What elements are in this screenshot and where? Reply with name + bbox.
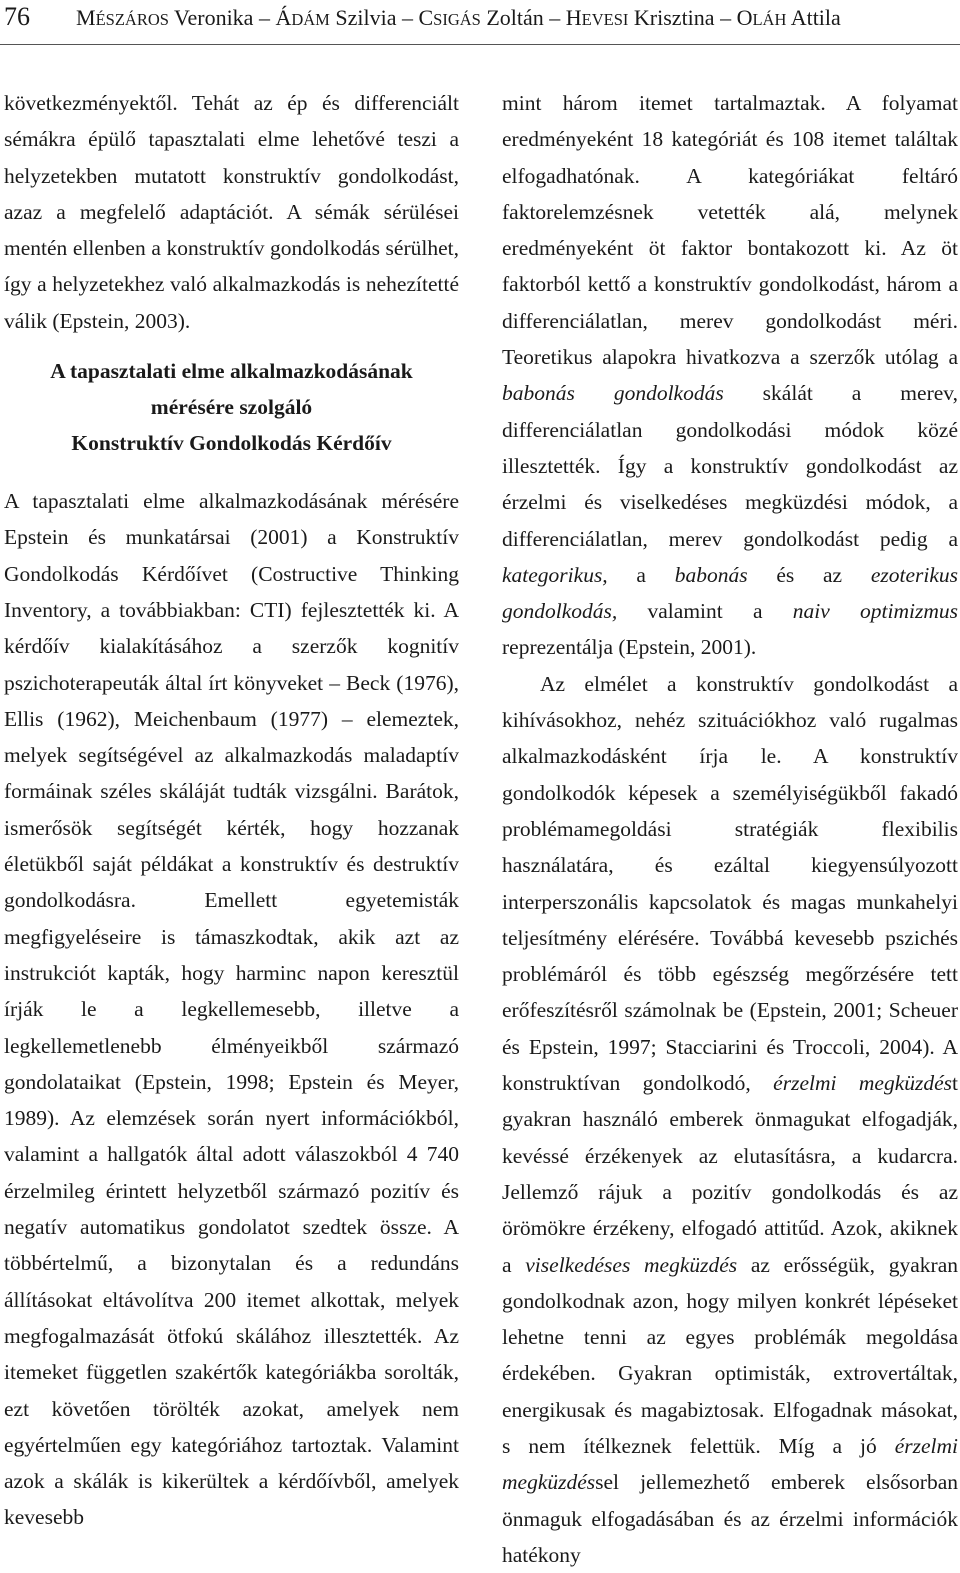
author-name: HEVESI Krisztina [565, 5, 715, 30]
author-name: ÁDÁM Szilvia [275, 5, 397, 30]
page-number: 76 [4, 2, 30, 31]
author-name: CSIGÁS Zoltán [418, 5, 544, 30]
running-header [4, 2, 956, 36]
paragraph: A tapasztalati elme alkalmazkodásának mérésére Epstein és munkatársai (2001) a Konstruktív Gondolkodás Kérdőívet (Costructive Thinking Inventory, a továbbiakban: CTI) fejlesztették ki. A kérdőív kialakításához a szerzők kognitív pszichoterapeuták által írt könyveket – Beck (1976), Ellis (1962), Meichenbaum (1977) – elemeztek, melyek segítségével az alkalmazkodás maladaptív formáinak széles skáláját tudták vizsgálni. Barátok, ismerősök segítségét kérték, hogy hozzanak életükből saját példákat a konstruktív és destruktív gondolkodásra. Emellett egyetemisták megfigyeléseire is támaszkodtak, akik azt az instrukciót kapták, hogy harminc napon keresztül írják le a legkellemesebb, illetve a legkellemetlenebb élményeikből származó gondolataikat (Epstein, 1998; Epstein és Meyer, 1989). Az elemzések során nyert információkból, valamint a hallgatók által adott válaszokból 4 740 érzelmileg érintett helyzetből származó pozitív és negatív automatikus gondolatot szedtek össze. A többértelmű, a bizonytalan és a redundáns állításokat eltávolítva 200 itemet alkottak, melyek megfogalmazását ötfokú skálához illesztették. Az itemeket független szakértők kategóriákba sorolták, ezt követően törölték azokat, amelyek nem egyértelműen egy kategóriához tartoztak. Valamint azok a skálák is kikerültek a kérdőívből, amelyek kevesebb [4, 489, 459, 1530]
author-line: MÉSZÁROS Veronika – ÁDÁM Szilvia – CSIGÁS Zoltán – HEVESI Krisztina – OLÁH Attila [76, 5, 841, 30]
right-column [502, 85, 958, 1573]
header-rule [0, 44, 960, 45]
section-heading: A tapasztalati elme alkalmazkodásának mérésére szolgáló Konstruktív Gondolkodás Kérdőív [50, 359, 413, 456]
paragraph: Az elmélet a konstruktív gondolkodást a kihívásokhoz, nehéz szituációkhoz való rugalmas alkalmazkodásként írja le. A konstruktív gondolkodók képesek a személyiségükből fakadó problémamegoldási stratégiák flexibilis használatára, és ezáltal kiegyensúlyozott interperszonális kapcsolatok és magas munkahelyi teljesítmény elérésére. Továbbá kevesebb pszichés problémáról és több egészség megőrzésére tett erőfeszítésről számolnak be (Epstein, 2001; Scheuer és Epstein, 1997; Stacciarini és Troccoli, 2004). A konstruktívan gondolkodó, érzelmi megküzdést gyakran használó emberek önmagukat elfogadják, kevéssé érzékenyek az elutasításra, a kudarcra. Jellemző rájuk a pozitív gondolkodás és az örömökre érzékeny, elfogadó attitűd. Azok, akiknek a viselkedéses megküzdés az erősségük, gyakran gondolkodnak azon, hogy milyen konkrét lépéseket lehetne tenni az egyes problémák megoldása érdekében. Gyakran optimisták, extrovertáltak, energikusak és magabiztosak. Elfogadnak másokat, s nem ítélkeznek felettük. Míg a jó érzelmi megküzdéssel jellemezhető emberek elsősorban önmaguk elfogadásában és az érzelmi információk hatékony [502, 671, 958, 1567]
paragraph: következményektől. Tehát az ép és differenciált sémákra épülő tapasztalati elme lehetővé teszi a helyzetekben mutatott konstruktív gondolkodást, azaz a megfelelő adaptációt. A sémák sérülései mentén ellenben a konstruktív gondolkodás sérülhet, így a helyzetekhez való alkalmazkodás is nehezítetté válik (Epstein, 2003). [4, 91, 459, 333]
left-column [4, 85, 459, 1536]
author-name: MÉSZÁROS Veronika [76, 5, 254, 30]
author-name: OLÁH Attila [736, 5, 841, 30]
paragraph: mint három itemet tartalmaztak. A folyamat eredményeként 18 kategóriát és 108 itemet találtak elfogadhatónak. A kategóriákat feltáró faktorelemzésnek vetették alá, melynek eredményeként öt faktor bontakozott ki. Az öt faktorból kettő a konstruktív gondolkodást, három a differenciálatlan, merev gondolkodást méri. Teoretikus alapokra hivatkozva a szerzők utólag a babonás gondolkodás skálát a merev, differenciálatlan gondolkodási módok közé illesztették. Így a konstruktív gondolkodást az érzelmi és viselkedéses megküzdési módok, a differenciálatlan, merev gondolkodást pedig a kategorikus, a babonás és az ezoterikus gondolkodás, valamint a naiv optimizmus reprezentálja (Epstein, 2001). [502, 91, 959, 660]
